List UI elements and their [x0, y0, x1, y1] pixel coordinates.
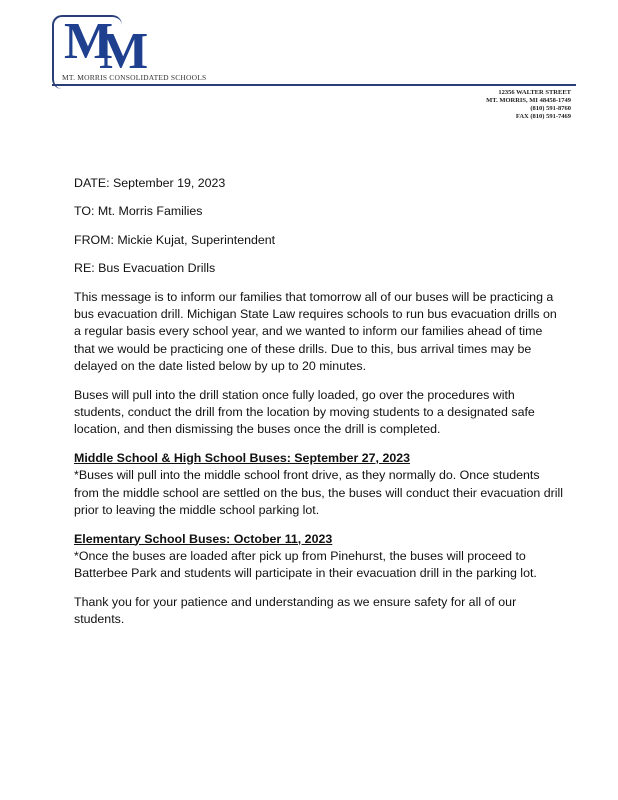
closing-paragraph: Thank you for your patience and understanding as we ensure safety for all of our students. [74, 594, 517, 627]
address-street: 12356 WALTER STREET [498, 89, 571, 96]
address-phone: (810) 591-8760 [530, 105, 571, 112]
middle-high-text: *Buses will pull into the middle school front drive, as they normally do. Once students from the middle school are settled on the bus, the buses will conduct their evacuation drill prior to leaving the middle school parking lot. [74, 468, 564, 518]
memo-re: RE: Bus Evacuation Drills [74, 261, 216, 276]
memo-from: FROM: Mickie Kujat, Superintendent [74, 232, 276, 247]
letter-body [74, 175, 564, 640]
elementary-text: *Once the buses are loaded after pick up from Pinehurst, the buses will proceed to Batterbee Park and students will participate in their evacuation drill in the parking lot. [74, 548, 537, 581]
address-fax: FAX (810) 591-7469 [515, 113, 571, 120]
address-city: MT. MORRIS, MI 48458-1749 [486, 97, 571, 104]
memo-to: TO: Mt. Morris Families [74, 204, 203, 219]
middle-high-heading: Middle School & High School Buses: September 27, 2023 [74, 450, 411, 465]
school-address [486, 89, 571, 121]
letterhead-rule [52, 84, 576, 86]
school-name: MT. MORRIS CONSOLIDATED SCHOOLS [62, 73, 207, 82]
elementary-section [74, 531, 564, 583]
middle-high-section [74, 450, 564, 520]
memo-date: DATE: September 19, 2023 [74, 176, 226, 190]
procedure-paragraph: Buses will pull into the drill station once fully loaded, go over the procedures with students, conduct the drill from the location by moving students to a designated safe location, and then dismissing the buses once the drill is completed. [74, 387, 535, 437]
elementary-heading: Elementary School Buses: October 11, 2023 [74, 531, 333, 546]
school-logo: MM [64, 13, 135, 80]
intro-paragraph: This message is to inform our families that tomorrow all of our buses will be practicing a bus evacuation drill. Michigan State Law requires schools to run bus evacuation drills on a regular basis every school year, and we wanted to inform our families ahead of time that we would be practicing one of these drills. Due to this, bus arrival times may be delayed on the date listed below by up to 20 minutes. [74, 289, 557, 374]
